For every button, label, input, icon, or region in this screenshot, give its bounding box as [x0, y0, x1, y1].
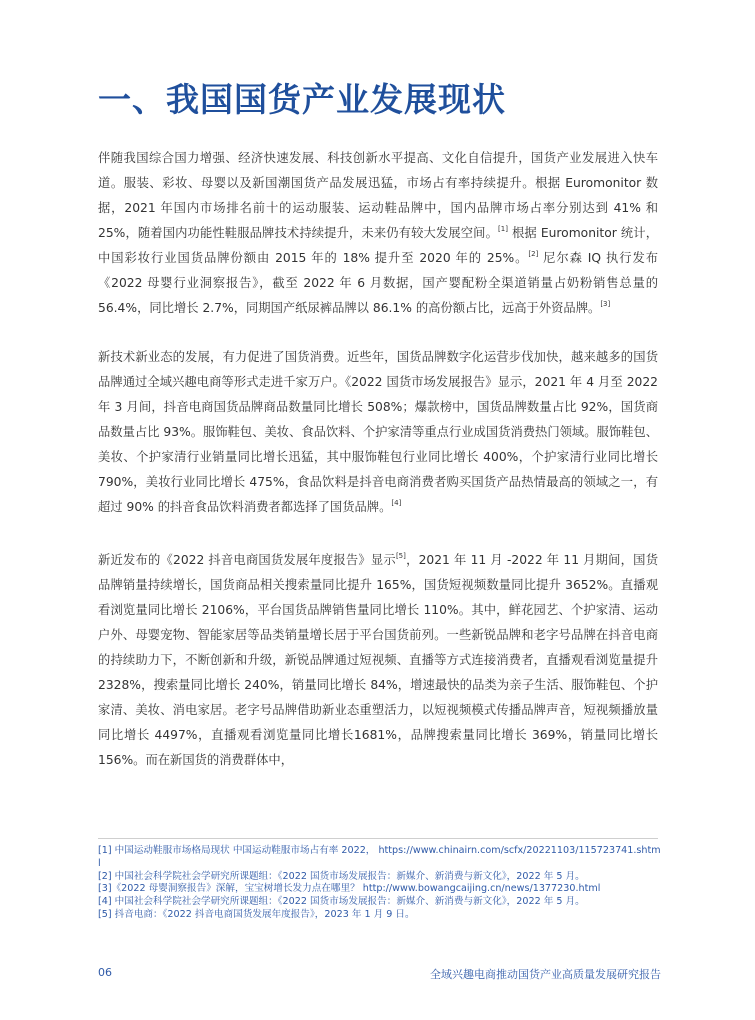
footnote-ref[interactable]: [2] [528, 250, 539, 258]
footnote-3: [3]《2022 母婴洞察报告》深解，宝宝树增长发力点在哪里？ http://www.bowangcaijing.cn/news/1377230.html [98, 883, 601, 895]
footnote-ref[interactable]: [5] [395, 552, 406, 560]
footnote-divider [98, 838, 658, 839]
footnotes [98, 845, 663, 922]
footnote-2: [2] 中国社会科学院社会学研究所课题组：《2022 国货市场发展报告：新媒介、新消费与新文化》，2022 年 5 月。 [98, 870, 585, 882]
paragraph-3 [98, 548, 658, 773]
page-title: 一、我国国货产业发展现状 [98, 80, 506, 119]
footnote-ref[interactable]: [3] [600, 300, 611, 308]
running-title: 全域兴趣电商推动国货产业高质量发展研究报告 [430, 968, 661, 981]
footnote-5: [5] 抖音电商：《2022 抖音电商国货发展年度报告》，2023 年 1 月 9 日。 [98, 908, 415, 920]
footnote-4: [4] 中国社会科学院社会学研究所课题组：《2022 国货市场发展报告：新媒介、新消费与新文化》，2022 年 5 月。 [98, 896, 585, 908]
paragraph-text: 新技术新业态的发展，有力促进了国货消费。近些年，国货品牌数字化运营步伐加快，越来越多的国货品牌通过全域兴趣电商等形式走进千家万户。《2022 国货市场发展报告》显示，2021 年 4 月至 2022 年 3 月间，抖音电商国货品牌商品数量同比增长 508%；爆款榜中，国货品牌数量占比 92%，国货商品数量占比 93%。服饰鞋包、美妆、食品饮料、个护家清等重点行业成国货消费热门领域。服饰鞋包、美妆、个护家清行业销量同比增长迅猛，其中服饰鞋包行业同比增长 400%，个护家清行业同比增长 790%，美妆行业同比增长 475%，食品饮料是抖音电商消费者购买国货产品热情最高的领域之一，有超过 90% 的抖音食品饮料消费者都选择了国货品牌。 [98, 350, 659, 514]
paragraph-text: 尼尔森 IQ 执行发布《2022 母婴行业洞察报告》，截至 2022 年 6 月数据，国产婴配粉全渠道销量占奶粉销售总量的 56.4%，同比增长 2.7%，同期国产纸尿裤品牌以 86.1% 的高份额占比，远高于外资品牌。 [98, 251, 658, 315]
footnote-1: [1] 中国运动鞋服市场格局现状 中国运动鞋服市场占有率 2022， https://www.chinairn.com/scfx/20221103/115723741.shtml [98, 845, 661, 869]
footnote-ref[interactable]: [4] [391, 499, 402, 507]
paragraph-2 [98, 345, 658, 520]
paragraph-text: 新近发布的《2022 抖音电商国货发展年度报告》显示 [98, 553, 396, 567]
paragraph-text: 根据 Euromonitor 统计，中国彩妆行业国货品牌份额由 2015 年的 18% 提升至 2020 年的 25%。 [98, 226, 658, 265]
paragraph-text: 伴随我国综合国力增强、经济快速发展、科技创新水平提高、文化自信提升，国货产业发展进入快车道。服装、彩妆、母婴以及新国潮国货产品发展迅猛，市场占有率持续提升。根据 Euromonitor 数据，2021 年国内市场排名前十的运动服装、运动鞋品牌中，国内品牌市场占率分别达到 41% 和 25%，随着国内功能性鞋服品牌技术持续提升，未来仍有较大发展空间。 [98, 151, 658, 240]
paragraph-1 [98, 146, 658, 321]
paragraph-text: ，2021 年 11 月 -2022 年 11 月期间，国货品牌销量持续增长，国货商品相关搜索量同比提升 165%，国货短视频数量同比提升 3652%。直播观看浏览量同比增长 2106%，平台国货品牌销售量同比增长 110%。其中，鲜花园艺、个护家清、运动户外、母婴宠物、智能家居等品类销量增长居于平台国货前列。一些新锐品牌和老字号品牌在抖音电商的持续助力下，不断创新和升级，新锐品牌通过短视频、直播等方式连接消费者，直播观看浏览量提升 2328%，搜索量同比增长 240%，销量同比增长 84%，增速最快的品类为亲子生活、服饰鞋包、个护家清、美妆、消电家居。老字号品牌借助新业态重塑活力，以短视频模式传播品牌声音，短视频播放量同比增长 4497%，直播观看浏览量同比增长1681%，品牌搜索量同比增长 369%，销量同比增长 156%。而在新国货的消费群体中， [98, 553, 658, 767]
footnote-ref[interactable]: [1] [498, 225, 508, 233]
page-number: 06 [98, 966, 112, 979]
